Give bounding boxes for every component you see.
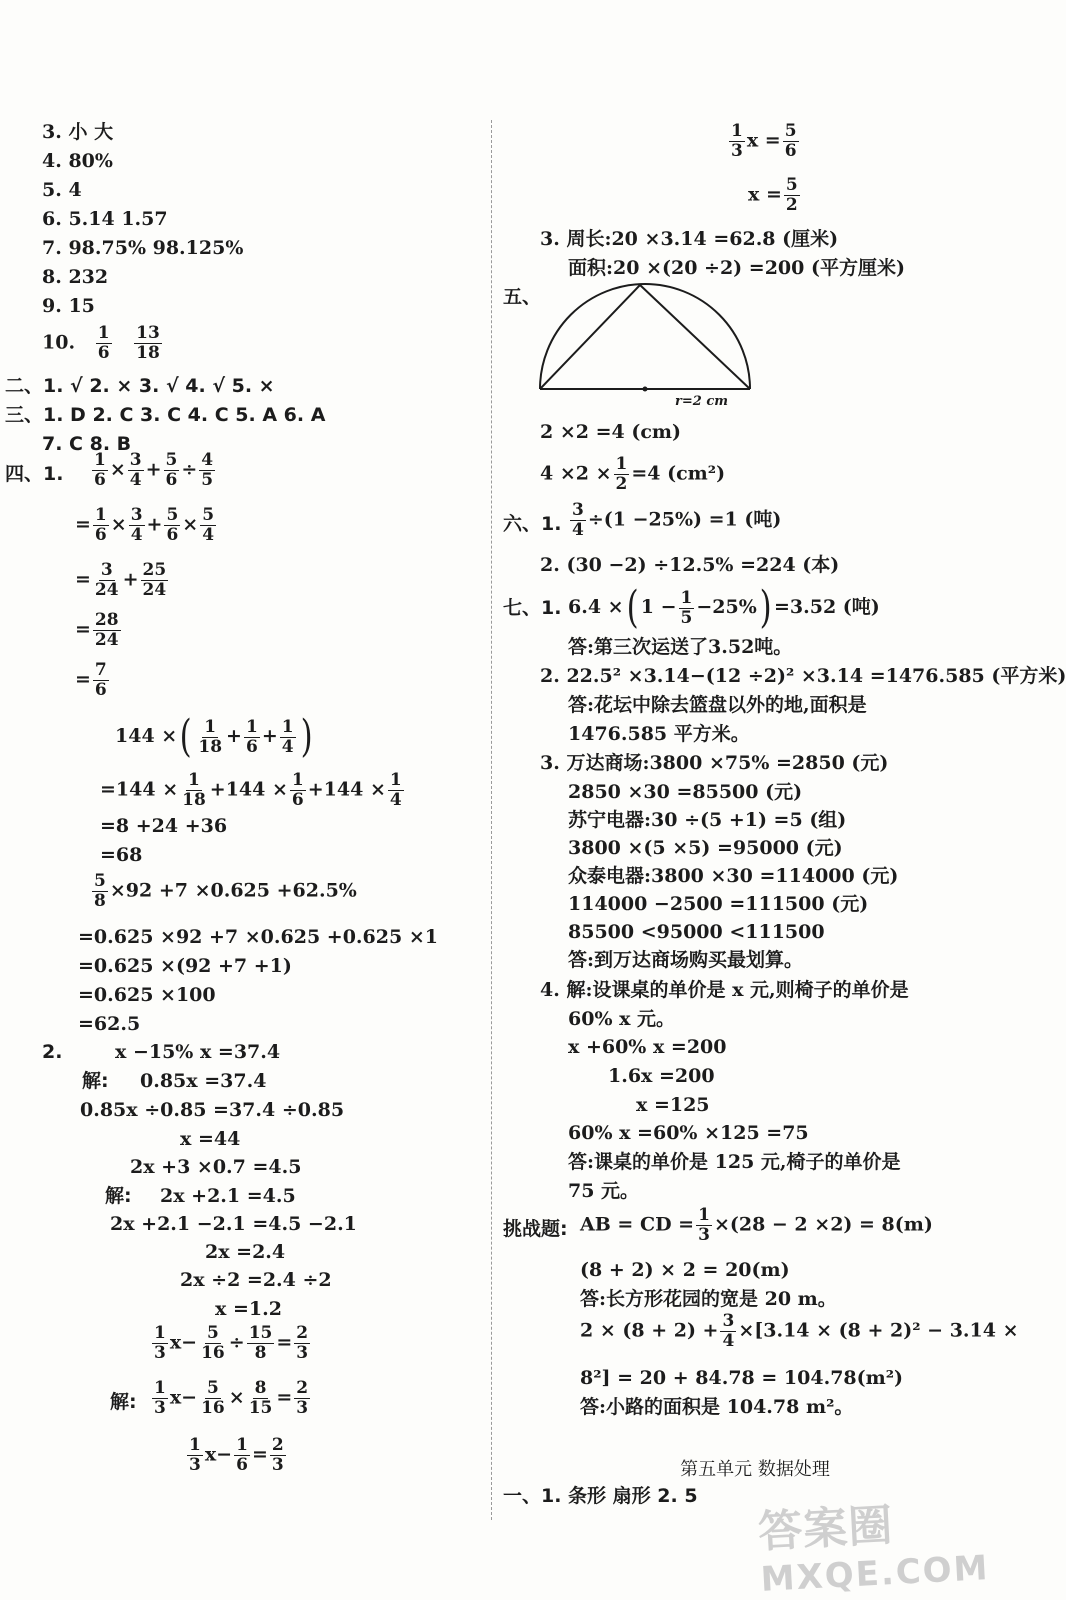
answer-5-step-1: 2 ×2 =4 (cm) bbox=[540, 421, 681, 443]
challenge-step-4: 8²] = 20 + 84.78 = 104.78(m²) bbox=[580, 1367, 904, 1389]
answer-7-3-step-5: 114000 −2500 =111500 (元) bbox=[568, 893, 869, 915]
fraction: $\frac{3}{4}$ bbox=[129, 450, 142, 490]
section-6-label: 六、1. bbox=[503, 513, 562, 535]
answer-7-4: 4. 解:设课桌的单价是 x 元,则椅子的单价是 bbox=[540, 979, 909, 1001]
fraction: $\frac{3}{4}$ bbox=[572, 500, 584, 540]
fraction: $\frac{4}{5}$ bbox=[201, 450, 214, 490]
equation-cont-result: x = $\frac{5}{2}$ bbox=[748, 175, 798, 215]
fraction: $\frac{13}{18}$ bbox=[136, 323, 160, 363]
equation-2-result: x =1.2 bbox=[215, 1298, 282, 1320]
unit-title: 第五单元 数据处理 bbox=[680, 1459, 830, 1480]
answer-7-3-step-1: 2850 ×30 =85500 (元) bbox=[568, 781, 803, 803]
fraction: $\frac{28}{24}$ bbox=[94, 610, 119, 650]
fraction: $\frac{5}{16}$ bbox=[201, 1323, 225, 1363]
fraction: $\frac{5}{6}$ bbox=[784, 121, 797, 161]
solution-label: 解: bbox=[110, 1391, 137, 1413]
expr-2-result: =68 bbox=[100, 844, 143, 866]
expr-2-step-1: =144 × $\frac{1}{18}$ +144 × $\frac{1}{6}$ +144 × $\frac{1}{4}$ bbox=[100, 770, 402, 810]
center-point bbox=[643, 387, 648, 392]
fraction: $\frac{5}{8}$ bbox=[94, 871, 106, 911]
solution-label: 解: bbox=[105, 1185, 132, 1207]
fraction: $\frac{1}{3}$ bbox=[154, 1378, 166, 1418]
expr-3-step-2: =0.625 ×(92 +7 +1) bbox=[78, 955, 292, 977]
fraction: $\frac{5}{6}$ bbox=[165, 450, 178, 490]
answer-7-4-conclusion: 答:课桌的单价是 125 元,椅子的单价是 bbox=[568, 1151, 901, 1173]
equation-3-step-1: $\frac{1}{3}$ x− $\frac{5}{16}$ × $\frac{8}{15}$ = $\frac{2}{3}$ bbox=[154, 1378, 309, 1418]
fraction: $\frac{1}{4}$ bbox=[389, 770, 402, 810]
section-7-label: 七、1. bbox=[503, 597, 562, 619]
answer-7-4-step-2: 1.6x =200 bbox=[608, 1065, 715, 1087]
fraction: $\frac{7}{6}$ bbox=[94, 660, 107, 700]
expr-1-step-3: = $\frac{28}{24}$ bbox=[75, 610, 119, 650]
answer-7-2: 2. 22.5² ×3.14−(12 ÷2)² ×3.14 =1476.585 (平方米) bbox=[540, 665, 1066, 687]
answer-6: 6. 5.14 1.57 bbox=[42, 208, 168, 230]
section-5-label: 五、 bbox=[503, 286, 542, 308]
challenge-step-2: (8 + 2) × 2 = 20(m) bbox=[580, 1259, 790, 1281]
answer-7: 7. 98.75% 98.125% bbox=[42, 237, 244, 259]
answer-9: 9. 15 bbox=[42, 295, 95, 317]
fraction: $\frac{3}{4}$ bbox=[130, 505, 143, 545]
section-4-label: 四、1. bbox=[5, 463, 64, 485]
answer-10-number: 10. bbox=[42, 331, 76, 354]
fraction: $\frac{5}{16}$ bbox=[201, 1378, 225, 1418]
fraction: $\frac{1}{18}$ bbox=[182, 770, 206, 810]
equation-1-step-1: 0.85x =37.4 bbox=[140, 1070, 267, 1092]
expr-3-step-1: =0.625 ×92 +7 ×0.625 +0.625 ×1 bbox=[78, 926, 438, 948]
answer-3-perimeter: 3. 周长:20 ×3.14 =62.8 (厘米) bbox=[540, 228, 839, 250]
expr-3: $\frac{5}{8}$ ×92 +7 ×0.625 +62.5% bbox=[94, 871, 357, 911]
section-3-answers: 三、1. D 2. C 3. C 4. C 5. A 6. A bbox=[5, 404, 326, 426]
equation-2-step-3: 2x =2.4 bbox=[205, 1241, 286, 1263]
equation-2-step-1: 2x +2.1 =4.5 bbox=[160, 1185, 296, 1207]
fraction: $\frac{1}{6}$ bbox=[94, 505, 107, 545]
section-2-answers: 二、1. √ 2. × 3. √ 4. √ 5. × bbox=[5, 375, 275, 397]
equation-3-step-2: $\frac{1}{3}$ x− $\frac{1}{6}$ = $\frac{2}{3}$ bbox=[189, 1435, 284, 1475]
answer-7-4-conclusion-cont: 75 元。 bbox=[568, 1180, 640, 1202]
fraction: $\frac{3}{24}$ bbox=[94, 560, 119, 600]
fraction: $\frac{2}{3}$ bbox=[296, 1323, 309, 1363]
fraction: $\frac{1}{6}$ bbox=[291, 770, 304, 810]
answer-7-4-step-1: x +60% x =200 bbox=[568, 1036, 727, 1058]
answer-6-1: $\frac{3}{4}$ ÷(1 −25%) =1 (吨) bbox=[572, 500, 782, 540]
fraction: $\frac{1}{18}$ bbox=[198, 716, 223, 757]
expr-3-step-3: =0.625 ×100 bbox=[78, 984, 216, 1006]
answer-8: 8. 232 bbox=[42, 266, 109, 288]
answer-6-2: 2. (30 −2) ÷12.5% =224 (本) bbox=[540, 554, 840, 576]
unit-5-answer-1: 一、1. 条形 扇形 2. 5 bbox=[503, 1485, 698, 1507]
fraction: $\frac{1}{6}$ bbox=[94, 450, 106, 490]
fraction: $\frac{1}{3}$ bbox=[154, 1323, 166, 1363]
fraction: $\frac{1}{6}$ bbox=[236, 1435, 248, 1475]
answer-4: 4. 80% bbox=[42, 150, 113, 172]
answer-5: 5. 4 bbox=[42, 179, 82, 201]
column-divider bbox=[491, 120, 492, 1520]
equation-cont-step: $\frac{1}{3}$ x = $\frac{5}{6}$ bbox=[731, 121, 797, 161]
radius-label: r=2 cm bbox=[675, 394, 728, 409]
question-2-label: 2. bbox=[42, 1041, 63, 1063]
challenge-step-3: 2 × (8 + 2) + $\frac{3}{4}$ ×[3.14 × (8 + 2)² − 3.14 × bbox=[580, 1311, 1019, 1351]
challenge-conclusion-2: 答:小路的面积是 104.78 m²。 bbox=[580, 1396, 854, 1418]
expr-3-result: =62.5 bbox=[78, 1013, 141, 1035]
challenge-label: 挑战题: bbox=[503, 1218, 568, 1240]
answer-5-step-2: 4 ×2 × $\frac{1}{2}$ =4 (cm²) bbox=[540, 454, 726, 494]
watermark-logo: 答案圈 MXQE.COM bbox=[757, 1499, 991, 1600]
fraction: $\frac{2}{3}$ bbox=[271, 1435, 284, 1475]
answer-3-area: 面积:20 ×(20 ÷2) =200 (平方厘米) bbox=[568, 257, 905, 279]
answer-7-4-step-4: 60% x =60% ×125 =75 bbox=[568, 1122, 809, 1144]
expr-2-step-2: =8 +24 +36 bbox=[100, 815, 228, 837]
answer-7-3-conclusion: 答:到万达商场购买最划算。 bbox=[568, 949, 804, 971]
equation-2-step-4: 2x ÷2 =2.4 ÷2 bbox=[180, 1269, 332, 1291]
answer-7-3-step-6: 85500 <95000 <111500 bbox=[568, 921, 825, 943]
challenge-conclusion-1: 答:长方形花园的宽是 20 m。 bbox=[580, 1288, 837, 1310]
answer-7-3: 3. 万达商场:3800 ×75% =2850 (元) bbox=[540, 752, 889, 774]
expr-1-result: = $\frac{7}{6}$ bbox=[75, 660, 107, 700]
answer-7-1: 6.4 ×( 1 − $\frac{1}{5}$ −25%) =3.52 (吨) bbox=[568, 582, 880, 633]
fraction: $\frac{15}{8}$ bbox=[248, 1323, 273, 1363]
equation-1-step-2: 0.85x ÷0.85 =37.4 ÷0.85 bbox=[80, 1099, 345, 1121]
fraction: $\frac{1}{6}$ bbox=[245, 716, 258, 757]
triangle-right-side bbox=[640, 285, 750, 389]
fraction: $\frac{8}{15}$ bbox=[248, 1378, 273, 1418]
fraction: $\frac{1}{2}$ bbox=[615, 454, 628, 494]
equation-1-result: x =44 bbox=[180, 1128, 241, 1150]
answer-3: 3. 小 大 bbox=[42, 121, 114, 143]
answer-7-4-cont: 60% x 元。 bbox=[568, 1008, 676, 1030]
fraction: $\frac{1}{3}$ bbox=[189, 1435, 201, 1475]
solution-label: 解: bbox=[82, 1070, 109, 1092]
fraction: $\frac{25}{24}$ bbox=[142, 560, 167, 600]
fraction: $\frac{1}{4}$ bbox=[281, 716, 294, 757]
answer-7-2-conclusion: 答:花坛中除去篮盘以外的地,面积是 bbox=[568, 694, 867, 716]
expr-1: $\frac{1}{6}$ × $\frac{3}{4}$ + $\frac{5}{6}$ ÷ $\frac{4}{5}$ bbox=[94, 450, 214, 490]
expr-2: 144 ×( $\frac{1}{18}$ + $\frac{1}{6}$ + $\frac{1}{4}$ ) bbox=[115, 711, 313, 762]
semicircle-arc bbox=[540, 284, 750, 389]
answer-10 bbox=[42, 325, 164, 362]
equation-1: x −15% x =37.4 bbox=[115, 1041, 281, 1063]
section-3-answers-cont: 7. C 8. B bbox=[42, 433, 132, 455]
equation-2-step-2: 2x +2.1 −2.1 =4.5 −2.1 bbox=[110, 1213, 357, 1235]
fraction: $\frac{3}{4}$ bbox=[722, 1311, 735, 1351]
challenge-step-1: AB = CD = $\frac{1}{3}$ ×(28 − 2 ×2) = 8(m) bbox=[580, 1205, 933, 1245]
expr-1-step-1: = $\frac{1}{6}$ × $\frac{3}{4}$ + $\frac{5}{6}$ × $\frac{5}{4}$ bbox=[75, 505, 215, 545]
fraction: $\frac{5}{4}$ bbox=[202, 505, 215, 545]
equation-2: 2x +3 ×0.7 =4.5 bbox=[130, 1156, 302, 1178]
answer-7-4-step-3: x =125 bbox=[636, 1094, 710, 1116]
answer-7-2-conclusion-cont: 1476.585 平方米。 bbox=[568, 723, 750, 745]
expr-1-step-2: = $\frac{3}{24}$ + $\frac{25}{24}$ bbox=[75, 560, 167, 600]
semicircle-triangle-diagram bbox=[530, 280, 770, 410]
answer-7-3-step-4: 众泰电器:3800 ×30 =114000 (元) bbox=[568, 865, 899, 887]
equation-3: $\frac{1}{3}$ x− $\frac{5}{16}$ ÷ $\frac{15}{8}$ = $\frac{2}{3}$ bbox=[154, 1323, 309, 1363]
fraction: $\frac{1}{5}$ bbox=[680, 587, 693, 628]
fraction: $\frac{1}{3}$ bbox=[698, 1205, 710, 1245]
answer-7-1-conclusion: 答:第三次运送了3.52吨。 bbox=[568, 636, 793, 658]
fraction: $\frac{5}{2}$ bbox=[785, 175, 798, 215]
answer-7-3-step-2: 苏宁电器:30 ÷(5 +1) =5 (组) bbox=[568, 809, 847, 831]
fraction: $\frac{2}{3}$ bbox=[296, 1378, 309, 1418]
fraction: $\frac{1}{6}$ bbox=[97, 323, 110, 363]
fraction: $\frac{1}{3}$ bbox=[731, 121, 743, 161]
answer-7-3-step-3: 3800 ×(5 ×5) =95000 (元) bbox=[568, 837, 843, 859]
fraction: $\frac{5}{6}$ bbox=[166, 505, 179, 545]
